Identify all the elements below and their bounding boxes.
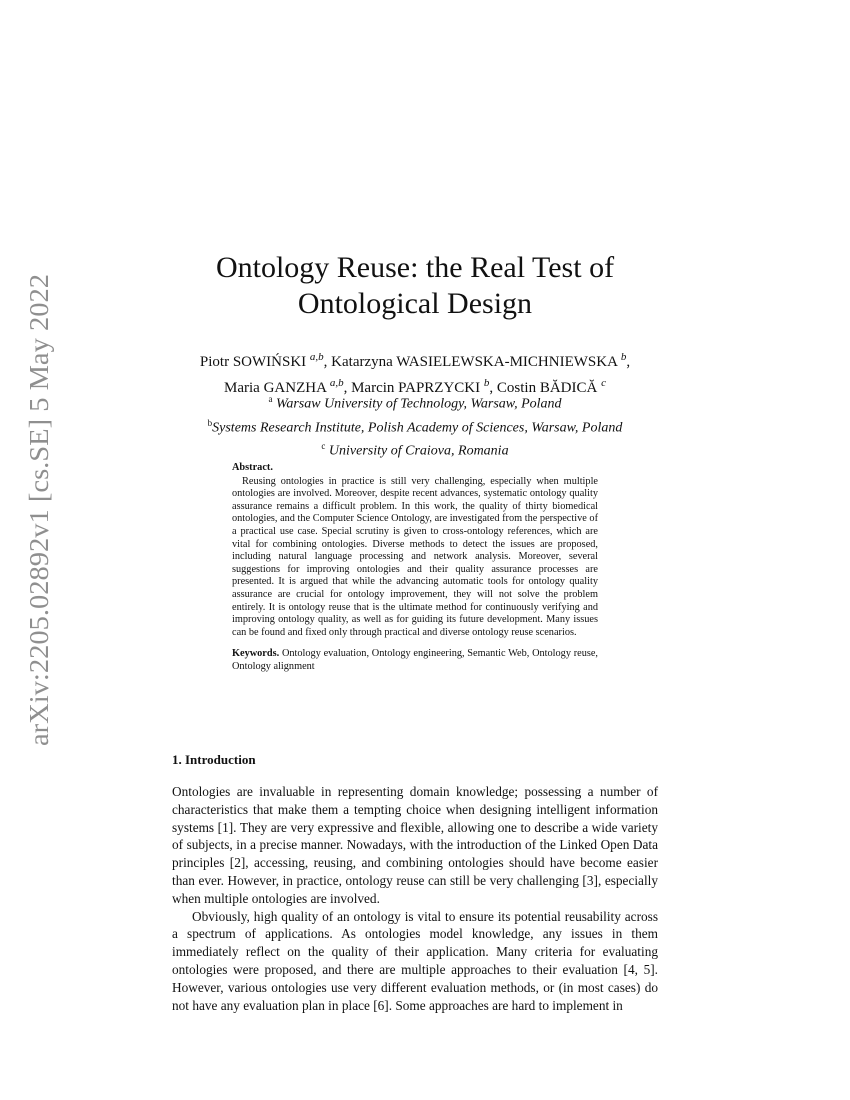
arxiv-stamp-text: arXiv:2205.02892v1 [cs.SE] 5 May 2022 <box>24 299 54 746</box>
author-line-1: Piotr SOWIŃSKI $^{a,b}$, Katarzyna WASIELEWSKA-MICHNIEWSKA $^b$, <box>199 351 631 370</box>
author-name: Katarzyna WASIELEWSKA-MICHNIEWSKA <box>331 354 618 370</box>
paper-title <box>0 250 830 322</box>
affiliation-text: University of Craiova, Romania <box>328 443 509 459</box>
author-name: Piotr SOWIŃSKI <box>199 354 307 370</box>
keywords-text: Ontology evaluation, Ontology engineering, Semantic Web, Ontology reuse, Ontology alignment <box>232 648 598 672</box>
affiliation-text: Warsaw University of Technology, Warsaw, Poland <box>275 396 562 412</box>
title-line-1: Ontology Reuse: the Real Test of <box>215 251 615 284</box>
affiliation-mark: c <box>321 441 326 452</box>
affiliation-item <box>0 414 830 438</box>
author-line-2: Maria GANZHA $^{a,b}$, Marcin PAPRZYCKI $^b$, Costin BĂDICĂ $^c$ <box>224 377 606 396</box>
author-affiliation-mark: c <box>601 377 606 389</box>
author-affiliation-mark: b <box>483 377 490 389</box>
affiliation-text: Systems Research Institute, Polish Academy of Sciences, Warsaw, Poland <box>212 420 623 436</box>
author-name: Costin BĂDICĂ <box>496 380 598 396</box>
abstract-body: Reusing ontologies in practice is still very challenging, especially when multiple ontologies are involved. Moreover, despite recent advances, systematic ontology quality assurance remains a difficult problem. In this work, the quality of thirty biomedical ontologies, and the Computer Science Ontology, are investigated from the perspective of a practical use case. Special scrutiny is given to cross-ontology references, which are vital for combining ontologies. Diverse methods to detect the issues are proposed, including natural language processing and network analysis. Moreover, several suggestions for improving ontologies and their quality assurance processes are presented. It is argued that while the advancing automatic tools for ontology quality assurance are crucial for ontology improvement, they will not solve the problem entirely. It is ontology reuse that is the ultimate method for continuously verifying and improving ontology quality, as well as for guiding its future development. Many issues can be found and fixed only through practical and diverse ontology reuse scenarios. <box>232 475 598 638</box>
keywords <box>232 648 598 673</box>
author-name: Marcin PAPRZYCKI <box>351 380 481 396</box>
keywords-label: Keywords. <box>232 648 280 660</box>
paragraph: Ontologies are invaluable in representing domain knowledge; possessing a number of characteristics that make them a tempting choice when designing intelligent information systems [1]. They are very expressive and flexible, allowing one to describe a wide variety of subjects, in a precise manner. Nowadays, with the introduction of the Linked Open Data principles [2], accessing, reusing, and combining ontologies should have become easier than ever. However, in practice, ontology reuse can still be very challenging [3], especially when multiple ontologies are involved. <box>172 784 658 906</box>
arxiv-identifier-stamp <box>8 270 58 750</box>
author-affiliation-mark: b <box>620 351 627 363</box>
affiliation-mark: b <box>207 417 213 428</box>
affiliation-item <box>0 437 830 461</box>
author-name: Maria GANZHA <box>224 380 327 396</box>
author-affiliation-mark: a,b <box>329 377 344 389</box>
title-line-2: Ontological Design <box>297 287 533 320</box>
introduction-body <box>172 783 658 1014</box>
affiliation-mark: a <box>268 394 273 404</box>
affiliation-item <box>0 390 830 414</box>
author-affiliation-mark: a,b <box>309 351 324 363</box>
section-heading-introduction: 1. Introduction <box>172 752 256 767</box>
paragraph: Obviously, high quality of an ontology is vital to ensure its potential reusability across a spectrum of applications. As ontologies model knowledge, any issues in them immediately reflect on the quality of their application. Many criteria for evaluating ontologies were proposed, and there are multiple approaches to their evaluation [4, 5]. However, various ontologies use very different evaluation methods, or (in most cases) do not have any evaluation plan in place [6]. Some approaches are hard to implement in <box>172 908 658 1013</box>
abstract-block <box>232 462 598 674</box>
abstract-heading: Abstract. <box>232 462 273 473</box>
affiliations <box>0 390 830 461</box>
